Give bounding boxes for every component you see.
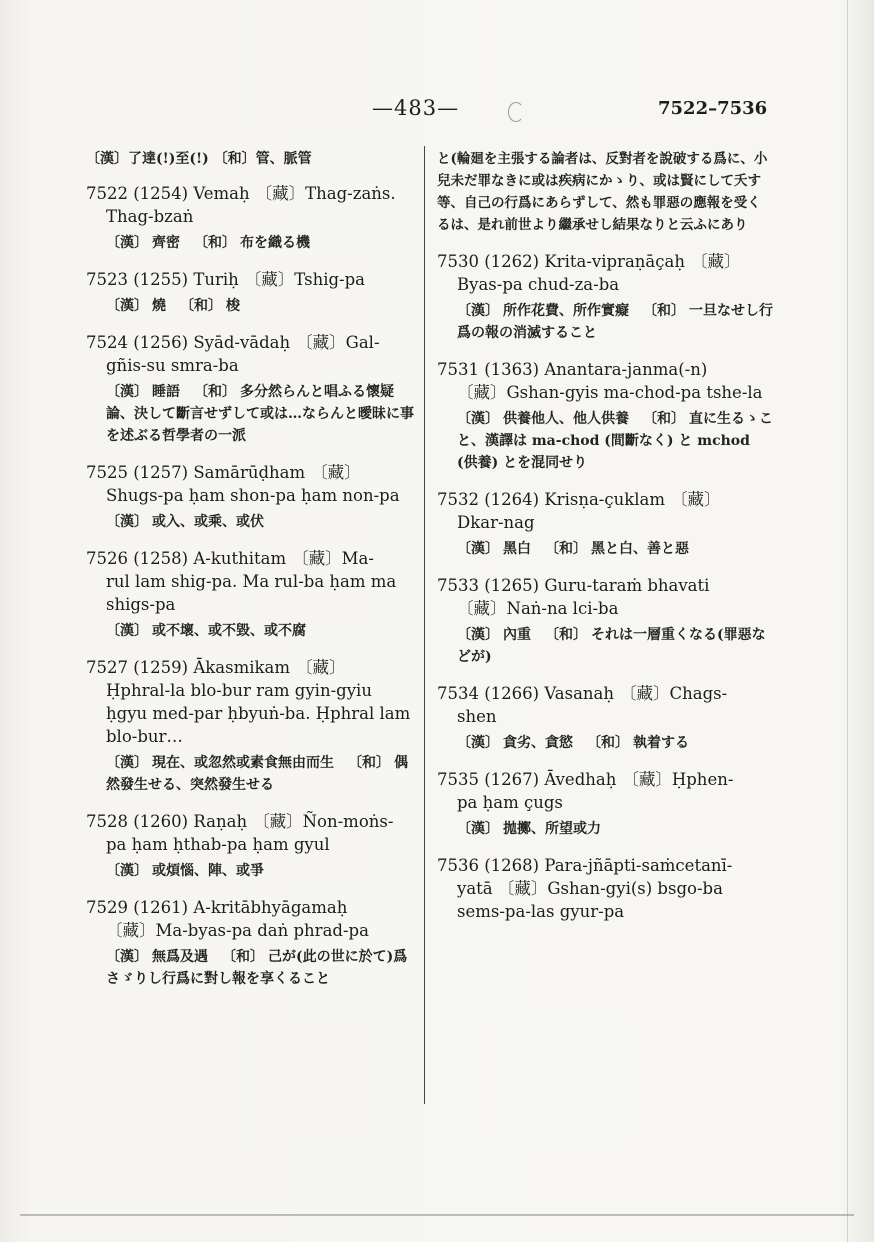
chinese-gloss: 內重: [503, 627, 531, 643]
bottom-rule: [20, 1214, 854, 1216]
tibetan-label: 〔藏〕: [296, 333, 346, 352]
page-number: —483—: [372, 96, 460, 120]
japanese-label: 〔和〕: [194, 235, 236, 251]
dictionary-entry: [437, 358, 773, 474]
entry-gloss: [437, 818, 773, 840]
entry-number: 7532 (1264): [437, 490, 540, 509]
entry-gloss: [86, 620, 416, 642]
entry-gloss: [86, 860, 416, 882]
entry-headline: [86, 896, 416, 919]
sanskrit-term: Āvedhaḥ: [544, 770, 617, 789]
dictionary-entry: [437, 488, 773, 560]
tibetan-label: 〔藏〕: [292, 549, 342, 568]
dictionary-entry: [437, 250, 773, 344]
tibetan-term: Thag-zaṅs.: [305, 184, 396, 203]
chinese-gloss: 現在、或忽然或素食無由而生: [152, 755, 334, 771]
chinese-gloss: 睡語: [152, 384, 180, 400]
japanese-label: 〔和〕: [643, 411, 685, 427]
tibetan-label: 〔藏〕: [311, 463, 361, 482]
japanese-label: 〔和〕: [643, 303, 685, 319]
chinese-gloss: 或不壞、或不毀、或不腐: [152, 623, 306, 639]
entry-continuation: 〔藏〕Gshan-gyis ma-chod-pa tshe-la: [457, 383, 763, 402]
entry-number: 7525 (1257): [86, 463, 189, 482]
chinese-label: 〔漢〕: [106, 755, 148, 771]
dictionary-entry: [86, 810, 416, 882]
entry-number: 7533 (1265): [437, 576, 540, 595]
sanskrit-term: Raṇaḥ: [193, 812, 248, 831]
entry-gloss: [86, 752, 416, 796]
entry-headline: [437, 854, 773, 877]
chinese-gloss: 或煩惱、陣、或爭: [152, 863, 264, 879]
entry-headline: [86, 268, 416, 291]
sanskrit-term: Ākasmikam: [193, 658, 290, 677]
dictionary-entry: [86, 656, 416, 796]
entry-continuation: rul lam shig-pa. Ma rul-ba ḥam ma shigs-pa: [106, 572, 397, 614]
chinese-label: 〔漢〕: [106, 514, 148, 530]
japanese-label: 〔和〕: [348, 755, 390, 771]
entry-continuation: pa ḥam çugs: [457, 793, 563, 812]
entry-headline: [437, 682, 773, 705]
tibetan-label: 〔藏〕: [670, 490, 721, 509]
entry-headline: [437, 488, 773, 511]
entry-gloss: [86, 381, 416, 447]
japanese-gloss: 一旦なせし行爲の報の消滅すること: [457, 303, 773, 341]
dictionary-entry: [437, 682, 773, 754]
japanese-gloss: 直に生るゝこと、漢譯は ma-chod (間斷なく) と mchod (供養) とを混同せり: [457, 411, 773, 471]
entry-continuation: 〔藏〕Naṅ-na lci-ba: [457, 599, 619, 618]
entry-gloss: [437, 300, 773, 344]
dictionary-entry: [437, 854, 773, 923]
left-column: [86, 148, 416, 1004]
tibetan-term: Tshig-pa: [294, 270, 366, 289]
dictionary-entry: [437, 768, 773, 840]
japanese-gloss: 執着する: [633, 735, 689, 751]
chinese-label: 〔漢〕: [457, 303, 499, 319]
chinese-label: 〔漢〕: [457, 821, 499, 837]
entry-number: 7524 (1256): [86, 333, 189, 352]
entry-continuation: Dkar-nag: [457, 513, 535, 532]
chinese-label: 〔漢〕: [106, 623, 148, 639]
entry-gloss: [86, 295, 416, 317]
tibetan-label: 〔藏〕: [622, 770, 672, 789]
sanskrit-term: Guru-taraṁ bhavati: [544, 576, 710, 595]
entry-continuation: Byas-pa chud-za-ba: [457, 275, 620, 294]
chinese-label: 〔漢〕: [106, 384, 148, 400]
entry-continuation: yatā 〔藏〕Gshan-gyi(s) bsgo-ba sems-pa-las gyur-pa: [457, 879, 723, 921]
sanskrit-term: Anantara-janma(-n): [544, 360, 708, 379]
entry-number: 7523 (1255): [86, 270, 189, 289]
entry-gloss: [86, 511, 416, 533]
japanese-gloss: 黑と白、善と惡: [591, 541, 689, 557]
dictionary-entry: [437, 574, 773, 668]
entry-continuation: Ḥphral-la blo-bur ram gyin-gyiu ḥgyu med-par ḥbyuṅ-ba. Ḥphral lam blo-bur…: [106, 681, 411, 746]
entry-continuation: pa ḥam ḥthab-pa ḥam gyul: [106, 835, 330, 854]
japanese-label: 〔和〕: [180, 298, 222, 314]
entry-number: 7536 (1268): [437, 856, 540, 875]
entry-range: 7522–7536: [658, 98, 768, 119]
chinese-gloss: 拋擲、所望或力: [503, 821, 601, 837]
entry-gloss: [86, 232, 416, 254]
sanskrit-term: A-kuthitam: [193, 549, 287, 568]
circle-mark-icon: [508, 102, 524, 122]
entry-continuation: gñis-su smra-ba: [106, 356, 239, 375]
tibetan-term: Ma-: [341, 549, 374, 568]
tibetan-label: 〔藏〕: [255, 184, 306, 203]
sanskrit-term: Vemaḥ: [193, 184, 250, 203]
entry-headline: [437, 574, 773, 597]
entry-number: 7535 (1267): [437, 770, 540, 789]
japanese-gloss: 己が(此の世に於て)爲さゞりし行爲に對し報を享くること: [106, 949, 408, 987]
tibetan-term: Chags-: [669, 684, 728, 703]
entry-headline: [437, 250, 773, 273]
chinese-label: 〔漢〕: [457, 627, 499, 643]
left-top-line: 〔漢〕了達(!)至(!) 〔和〕管、脈管: [86, 151, 312, 167]
right-entries: [437, 250, 773, 923]
chinese-gloss: 所作花費、所作實癡: [503, 303, 629, 319]
entry-headline: [86, 547, 416, 570]
entry-headline: [86, 331, 416, 354]
japanese-label: 〔和〕: [545, 627, 587, 643]
entry-gloss: [437, 732, 773, 754]
chinese-gloss: 齊密: [152, 235, 180, 251]
sanskrit-term: A-kritābhyāgamaḥ: [193, 898, 348, 917]
chinese-gloss: 黑白: [503, 541, 531, 557]
tibetan-label: 〔藏〕: [620, 684, 670, 703]
chinese-label: 〔漢〕: [457, 411, 499, 427]
dictionary-entry: [86, 547, 416, 642]
entry-headline: [86, 810, 416, 833]
tibetan-term: Ḥphen-: [671, 770, 734, 789]
sanskrit-term: Syād-vādaḥ: [193, 333, 291, 352]
japanese-label: 〔和〕: [222, 949, 264, 965]
right-column: [437, 148, 773, 937]
japanese-gloss: 梭: [226, 298, 240, 314]
page-edge-line: [847, 0, 848, 1242]
chinese-gloss: 或入、或乘、或伏: [152, 514, 264, 530]
chinese-label: 〔漢〕: [457, 541, 499, 557]
dictionary-entry: [86, 268, 416, 317]
dictionary-entry: [86, 182, 416, 254]
entry-number: 7534 (1266): [437, 684, 540, 703]
chinese-label: 〔漢〕: [457, 735, 499, 751]
chinese-gloss: 無爲及遇: [152, 949, 208, 965]
entry-gloss: [437, 538, 773, 560]
sanskrit-term: Para-jñāpti-saṁcetanī-: [544, 856, 733, 875]
japanese-label: 〔和〕: [545, 541, 587, 557]
dictionary-entry: [86, 461, 416, 533]
japanese-label: 〔和〕: [194, 384, 236, 400]
entry-number: 7522 (1254): [86, 184, 189, 203]
chinese-label: 〔漢〕: [106, 949, 148, 965]
tibetan-label: 〔藏〕: [244, 270, 295, 289]
tibetan-term: Gal-: [345, 333, 380, 352]
entry-number: 7528 (1260): [86, 812, 189, 831]
tibetan-term: Ñon-moṅs-: [302, 812, 394, 831]
chinese-gloss: 燒: [152, 298, 166, 314]
entry-number: 7527 (1259): [86, 658, 189, 677]
dictionary-entry: [86, 331, 416, 447]
entry-continuation: 〔藏〕Ma-byas-pa daṅ phrad-pa: [106, 921, 369, 940]
entry-gloss: [437, 624, 773, 668]
japanese-gloss: 布を織る機: [240, 235, 310, 251]
tibetan-label: 〔藏〕: [253, 812, 303, 831]
sanskrit-term: Krisṇa-çuklam: [544, 490, 665, 509]
japanese-gloss: 偶然發生せる、突然發生せる: [106, 755, 408, 793]
column-divider: [424, 146, 425, 1104]
sanskrit-term: Vasanaḥ: [544, 684, 614, 703]
entry-gloss: [86, 946, 416, 990]
entry-headline: [86, 461, 416, 484]
tibetan-label: 〔藏〕: [295, 658, 346, 677]
entry-continuation: Shugs-pa ḥam shon-pa ḥam non-pa: [106, 486, 400, 505]
chinese-gloss: 供養他人、他人供養: [503, 411, 629, 427]
tibetan-label: 〔藏〕: [690, 252, 741, 271]
entry-number: 7526 (1258): [86, 549, 189, 568]
sanskrit-term: Samārūḍham: [193, 463, 306, 482]
japanese-label: 〔和〕: [587, 735, 629, 751]
sanskrit-term: Turiḥ: [193, 270, 239, 289]
entry-headline: [437, 768, 773, 791]
entry-continuation: Thag-bzaṅ: [106, 207, 194, 226]
entry-gloss: [437, 408, 773, 474]
chinese-label: 〔漢〕: [106, 298, 148, 314]
dictionary-entry: [86, 896, 416, 990]
entry-number: 7529 (1261): [86, 898, 189, 917]
entry-headline: [86, 182, 416, 205]
left-entries: [86, 182, 416, 990]
entry-headline: [437, 358, 773, 381]
chinese-gloss: 貪劣、貪慾: [503, 735, 573, 751]
sanskrit-term: Krita-vipraṇāçaḥ: [544, 252, 685, 271]
japanese-gloss: 多分然らんと唱ふる懷疑論、決して斷言せずして或は…ならんと曖昧に事を述ぶる哲學者の一派: [106, 384, 414, 444]
entry-number: 7530 (1262): [437, 252, 540, 271]
entry-headline: [86, 656, 416, 679]
entry-number: 7531 (1363): [437, 360, 540, 379]
right-top-note: と(輪廻を主張する論者は、反對者を說破する爲に、小兒未だ罪なきに或は疾病にかゝり、或は賢にして夭す等、自己の行爲にあらずして、然も罪惡の應報を受くるは、是れ前世より繼承せし結果なりと云ふにあり: [437, 151, 768, 233]
chinese-label: 〔漢〕: [106, 863, 148, 879]
entry-continuation: shen: [457, 707, 497, 726]
chinese-label: 〔漢〕: [106, 235, 148, 251]
japanese-gloss: それは一層重くなる(罪惡などが): [457, 627, 766, 665]
